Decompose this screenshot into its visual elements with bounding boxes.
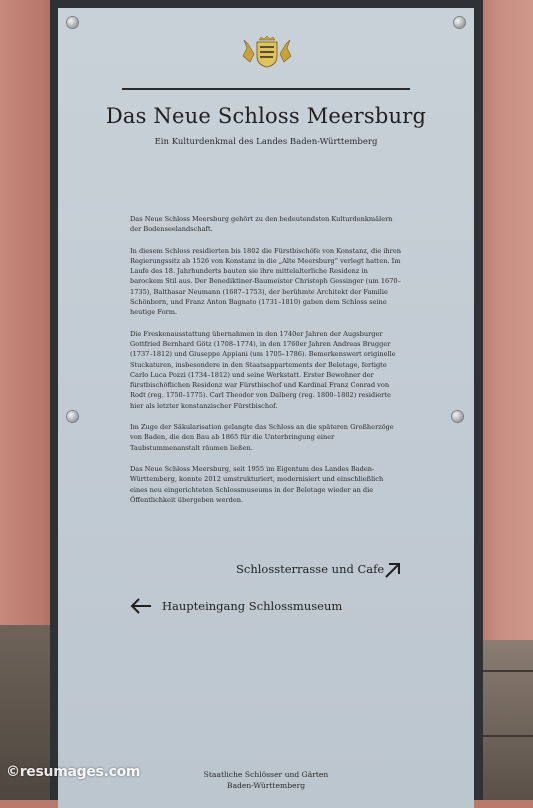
sign-body bbox=[130, 214, 402, 516]
sign-title: Das Neue Schloss Meersburg bbox=[105, 104, 427, 128]
stone-base-right bbox=[478, 640, 533, 800]
coat-of-arms-icon bbox=[238, 36, 296, 68]
paragraph-present: Das Neue Schloss Meersburg, seit 1955 im Eigentum des Landes Baden-Württemberg, konnte 2012 umstrukturiert, modernisiert und einschließlich eines neu eingerichteten Schlossmuseums in der Beletage wieder an die Öffentlichkeit übergeben werden. bbox=[130, 464, 384, 504]
sign-subtitle: Ein Kulturdenkmal des Landes Baden-Württemberg bbox=[154, 137, 378, 147]
paragraph-intro: Das Neue Schloss Meersburg gehört zu den bedeutendsten Kulturdenkmälern der Bodenseelandschaft. bbox=[130, 215, 393, 234]
screw-middle-left bbox=[67, 411, 78, 422]
arrow-left-icon bbox=[129, 597, 153, 615]
title-rule bbox=[122, 88, 410, 90]
watermark: ©resumages.com bbox=[6, 764, 141, 780]
paragraph-history: In diesem Schloss residierten bis 1802 die Fürstbischöfe von Konstanz, die ihren Regierungssitz ab 1526 von Konstanz in die „Alte Meersburg“ verlegt hatten. Im Laufe des 18. Jahrhunderts bauten sie ihre mittelalterliche Residenz in barockem Stil aus. Der Benediktiner-Baumeister Christoph Gessinger (um 1670–1735), Balthasar Neumann (1687–1753), der berühmte Architekt der Familie Schönborn, und Franz Anton Bagnato (1731–1810) gaben dem Schloss seine heutige Form. bbox=[130, 246, 401, 317]
direction-terrace-label: Schlossterrasse und Cafe bbox=[236, 562, 385, 576]
screw-top-right bbox=[454, 17, 465, 28]
footer-line-2: Baden-Württemberg bbox=[226, 781, 306, 790]
screw-top-left bbox=[67, 17, 78, 28]
paragraph-secularisation: Im Zuge der Säkularisation gelangte das Schloss an die späteren Großherzöge von Baden, die den Bau ab 1865 für die Unterbringung einer Taubstummenanstalt räumen ließen. bbox=[130, 423, 394, 452]
arrow-northeast-icon bbox=[384, 561, 402, 579]
footer-line-1: Staatliche Schlösser und Gärten bbox=[203, 770, 329, 779]
screw-middle-right bbox=[452, 411, 463, 422]
direction-museum-label: Haupteingang Schlossmuseum bbox=[162, 599, 343, 613]
info-sign-panel bbox=[58, 8, 474, 808]
paragraph-frescoes: Die Freskenausstattung übernahmen in den 1740er Jahren der Augsburger Gottfried Bernhard Götz (1708–1774), in den 1760er Jahren Andreas Brugger (1737–1812) und Giuseppe Appiani (um 1705–1786). Bemerkenswert originelle Stuckaturen, insbesondere in den Staatsappartements der Beletage, fertigte Carlo Luca Pozzi (1734–1812) und seine Werkstatt. Erster Bewohner der fürstbischöflichen Residenz war Fürstbischof und Kardinal Franz Conrad von Rodt (reg. 1750–1775). Carl Theodor von Dalberg (reg. 1800–1802) residierte hier als letzter konstanzischer Fürstbischof. bbox=[130, 329, 396, 410]
